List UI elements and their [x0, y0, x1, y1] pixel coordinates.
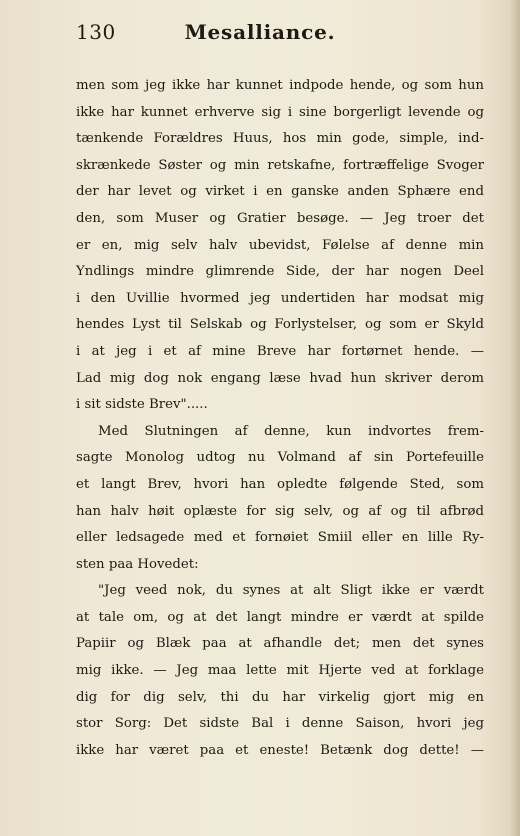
text-line: ikke har været paa et eneste! Betænk dog dette! — [76, 742, 484, 758]
text-line: ikke har kunnet erhverve sig i sine borgerligt levende og [76, 104, 484, 120]
text-line: et langt Brev, hvori han opledte følgende Sted, som [76, 476, 484, 492]
text-line: i sit sidste Brev"..... [76, 397, 208, 413]
text-line: eller ledsagede med et fornøiet Smiil eller en lille Ry- [76, 530, 484, 546]
text-line: skrænkede Søster og min retskafne, fortræffelige Svoger [76, 157, 484, 173]
text-line: Med Slutningen af denne, kun indvortes frem- [98, 423, 484, 439]
text-line: i at jeg i et af mine Breve har fortørnet hende. — [76, 343, 484, 359]
running-head: Mesalliance. [184, 20, 336, 44]
text-line: Yndlings mindre glimrende Side, der har nogen Deel [76, 264, 484, 280]
text-line: sagte Monolog udtog nu Volmand af sin Portefeuille [76, 450, 484, 466]
text-line: stor Sorg: Det sidste Bal i denne Saison, hvori jeg [76, 716, 484, 732]
text-line: Lad mig dog nok engang læse hvad hun skriver derom [76, 370, 484, 386]
text-line: dig for dig selv, thi du har virkelig gjort mig en [76, 689, 484, 705]
page-number: 130 [76, 20, 116, 44]
text-line: sten paa Hovedet: [76, 556, 199, 572]
text-line: er en, mig selv halv ubevidst, Følelse af denne min [76, 237, 484, 253]
text-line: i den Uvillie hvormed jeg undertiden har modsat mig [76, 290, 484, 306]
page-header [76, 20, 444, 54]
text-line: at tale om, og at det langt mindre er værdt at spilde [76, 609, 484, 625]
text-line: Papiir og Blæk paa at afhandle det; men det synes [76, 636, 484, 652]
text-line: der har levet og virket i en ganske anden Sphære end [76, 184, 484, 200]
text-line: "Jeg veed nok, du synes at alt Sligt ikke er værdt [98, 583, 484, 599]
text-line: hendes Lyst til Selskab og Forlystelser, og som er Skyld [76, 317, 484, 333]
text-line: tænkende Forældres Huus, hos min gode, simple, ind- [76, 131, 484, 147]
text-line: den, som Muser og Gratier besøge. — Jeg troer det [76, 210, 484, 226]
body-text [76, 73, 484, 764]
text-line: men som jeg ikke har kunnet indpode hende, og som hun [76, 78, 484, 93]
text-line: mig ikke. — Jeg maa lette mit Hjerte ved at forklage [76, 663, 484, 679]
text-line: han halv høit oplæste for sig selv, og af og til afbrød [76, 503, 484, 519]
